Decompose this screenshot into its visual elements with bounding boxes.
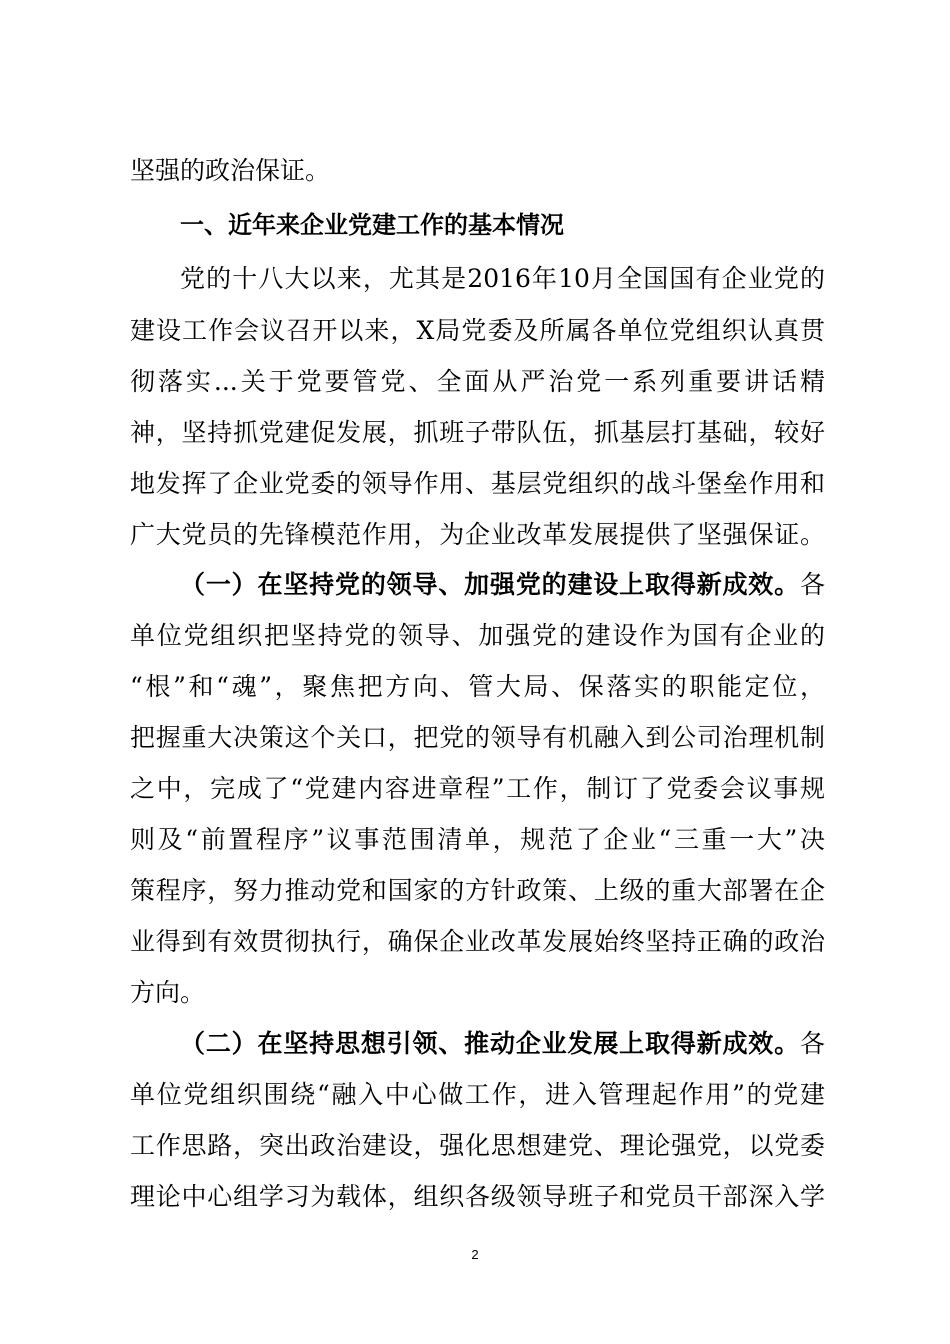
paragraph-line: 把握重大决策这个关口，把党的领导有机融入到公司治理机制: [130, 723, 825, 752]
subsection-line: [130, 1022, 825, 1066]
paragraph-line: 策程序，努力推动党和国家的方针政策、上级的重大部署在企: [130, 876, 825, 905]
section-heading: 一、近年来企业党建工作的基本情况: [180, 211, 564, 239]
paragraph-line: 建设工作会议召开以来，X局党委及所属各单位党组织认真贯: [130, 316, 825, 345]
paragraph-line: 彻落实...关于党要管党、全面从严治党一系列重要讲话精: [130, 367, 825, 396]
paragraph-line: 理论中心组学习为载体，组织各级领导班子和党员干部深入学: [130, 1182, 825, 1211]
paragraph-line: 工作思路，突出政治建设，强化思想建党、理论强党，以党委: [130, 1131, 825, 1160]
paragraph-line: 坚强的政治保证。: [130, 156, 331, 185]
paragraph-line: 方向。: [130, 978, 206, 1007]
subsection-heading: （一）在坚持党的领导、加强党的建设上取得新成效。: [180, 570, 800, 599]
paragraph-line: 业得到有效贯彻执行，确保企业改革发展始终坚持正确的政治: [130, 927, 825, 956]
paragraph-line: 则及“前置程序”议事范围清单，规范了企业“三重一大”决: [130, 825, 825, 854]
paragraph-line: 单位党组织围绕“融入中心做工作，进入管理起作用”的党建: [130, 1080, 825, 1109]
page-number: 2: [471, 1247, 479, 1262]
paragraph-line: “根”和“魂”，聚焦把方向、管大局、保落实的职能定位，: [130, 672, 825, 701]
paragraph-line: 之中，完成了“党建内容进章程”工作，制订了党委会议事规: [130, 774, 825, 803]
paragraph-line: 单位党组织把坚持党的领导、加强党的建设作为国有企业的: [130, 621, 825, 650]
paragraph-text: 各: [799, 1029, 825, 1058]
paragraph-line: 神，坚持抓党建促发展，抓班子带队伍，抓基层打基础，较好: [130, 418, 825, 447]
paragraph-line: 地发挥了企业党委的领导作用、基层党组织的战斗堡垒作用和: [130, 469, 825, 498]
paragraph-text: 各: [799, 570, 825, 599]
subsection-line: [130, 563, 825, 607]
paragraph-line: 广大党员的先锋模范作用，为企业改革发展提供了坚强保证。: [130, 520, 825, 549]
paragraph-line: 党的十八大以来，尤其是2016年10月全国国有企业党的: [180, 264, 825, 293]
subsection-heading: （二）在坚持思想引领、推动企业发展上取得新成效。: [180, 1029, 800, 1058]
